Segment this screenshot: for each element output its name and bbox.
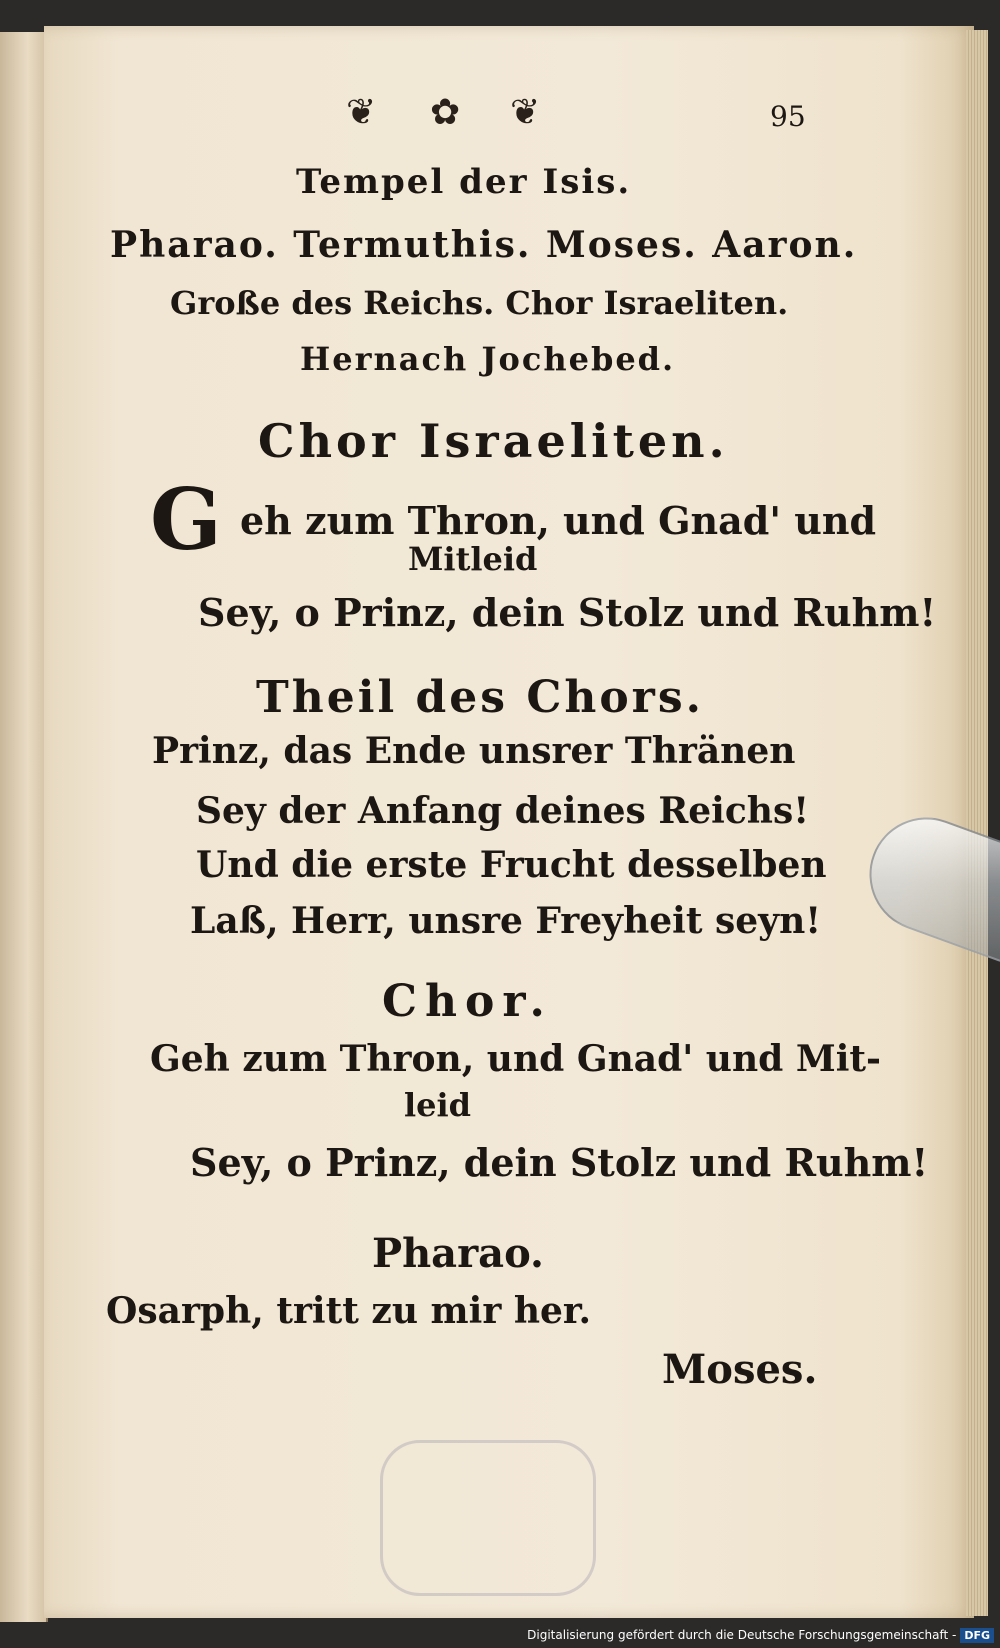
speaker-heading-moses: Moses. (662, 1346, 818, 1393)
drop-capital: G (150, 470, 222, 569)
page-number: 95 (770, 100, 806, 133)
speaker-heading-chorus: Chor Israeliten. (258, 414, 729, 468)
verse-line: leid (404, 1086, 472, 1124)
cast-line-2: Große des Reichs. Chor Israeliten. (170, 284, 789, 322)
cast-line-3: Hernach Jochebed. (300, 340, 676, 378)
cast-line-1: Pharao. Termuthis. Moses. Aaron. (110, 224, 858, 266)
center-ornament-icon: ✿ (430, 92, 461, 133)
credit-text: Digitalisierung gefördert durch die Deutsche Forschungsgemeinschaft - (527, 1628, 957, 1642)
verse-line: Prinz, das Ende unsrer Thränen (152, 730, 796, 772)
verse-line: Mitleid (408, 540, 538, 578)
left-ornament-icon: ❦ (346, 92, 377, 133)
scene-heading: Tempel der Isis. (296, 162, 632, 202)
verse-line: Sey der Anfang deines Reichs! (196, 790, 810, 832)
digitization-credit (527, 1624, 994, 1646)
dfg-logo: DFG (960, 1628, 994, 1643)
speaker-heading-pharao: Pharao. (372, 1230, 544, 1277)
page-stack-edge (966, 30, 988, 1616)
facing-page-edge (0, 32, 48, 1622)
speaker-heading-part-chorus: Theil des Chors. (256, 672, 704, 723)
verse-line: Geh zum Thron, und Gnad' und Mit- (150, 1038, 881, 1080)
verse-line: Osarph, tritt zu mir her. (106, 1290, 592, 1332)
speaker-heading-chor: Chor. (382, 976, 553, 1027)
library-stamp (380, 1440, 596, 1596)
verse-line: Sey, o Prinz, dein Stolz und Ruhm! (198, 590, 937, 635)
verse-line: Und die erste Frucht desselben (196, 844, 827, 886)
verse-line: Laß, Herr, unsre Freyheit seyn! (190, 900, 822, 942)
verse-line: Sey, o Prinz, dein Stolz und Ruhm! (190, 1140, 929, 1185)
verse-line: eh zum Thron, und Gnad' und (240, 498, 877, 543)
right-ornament-icon: ❦ (510, 92, 541, 133)
